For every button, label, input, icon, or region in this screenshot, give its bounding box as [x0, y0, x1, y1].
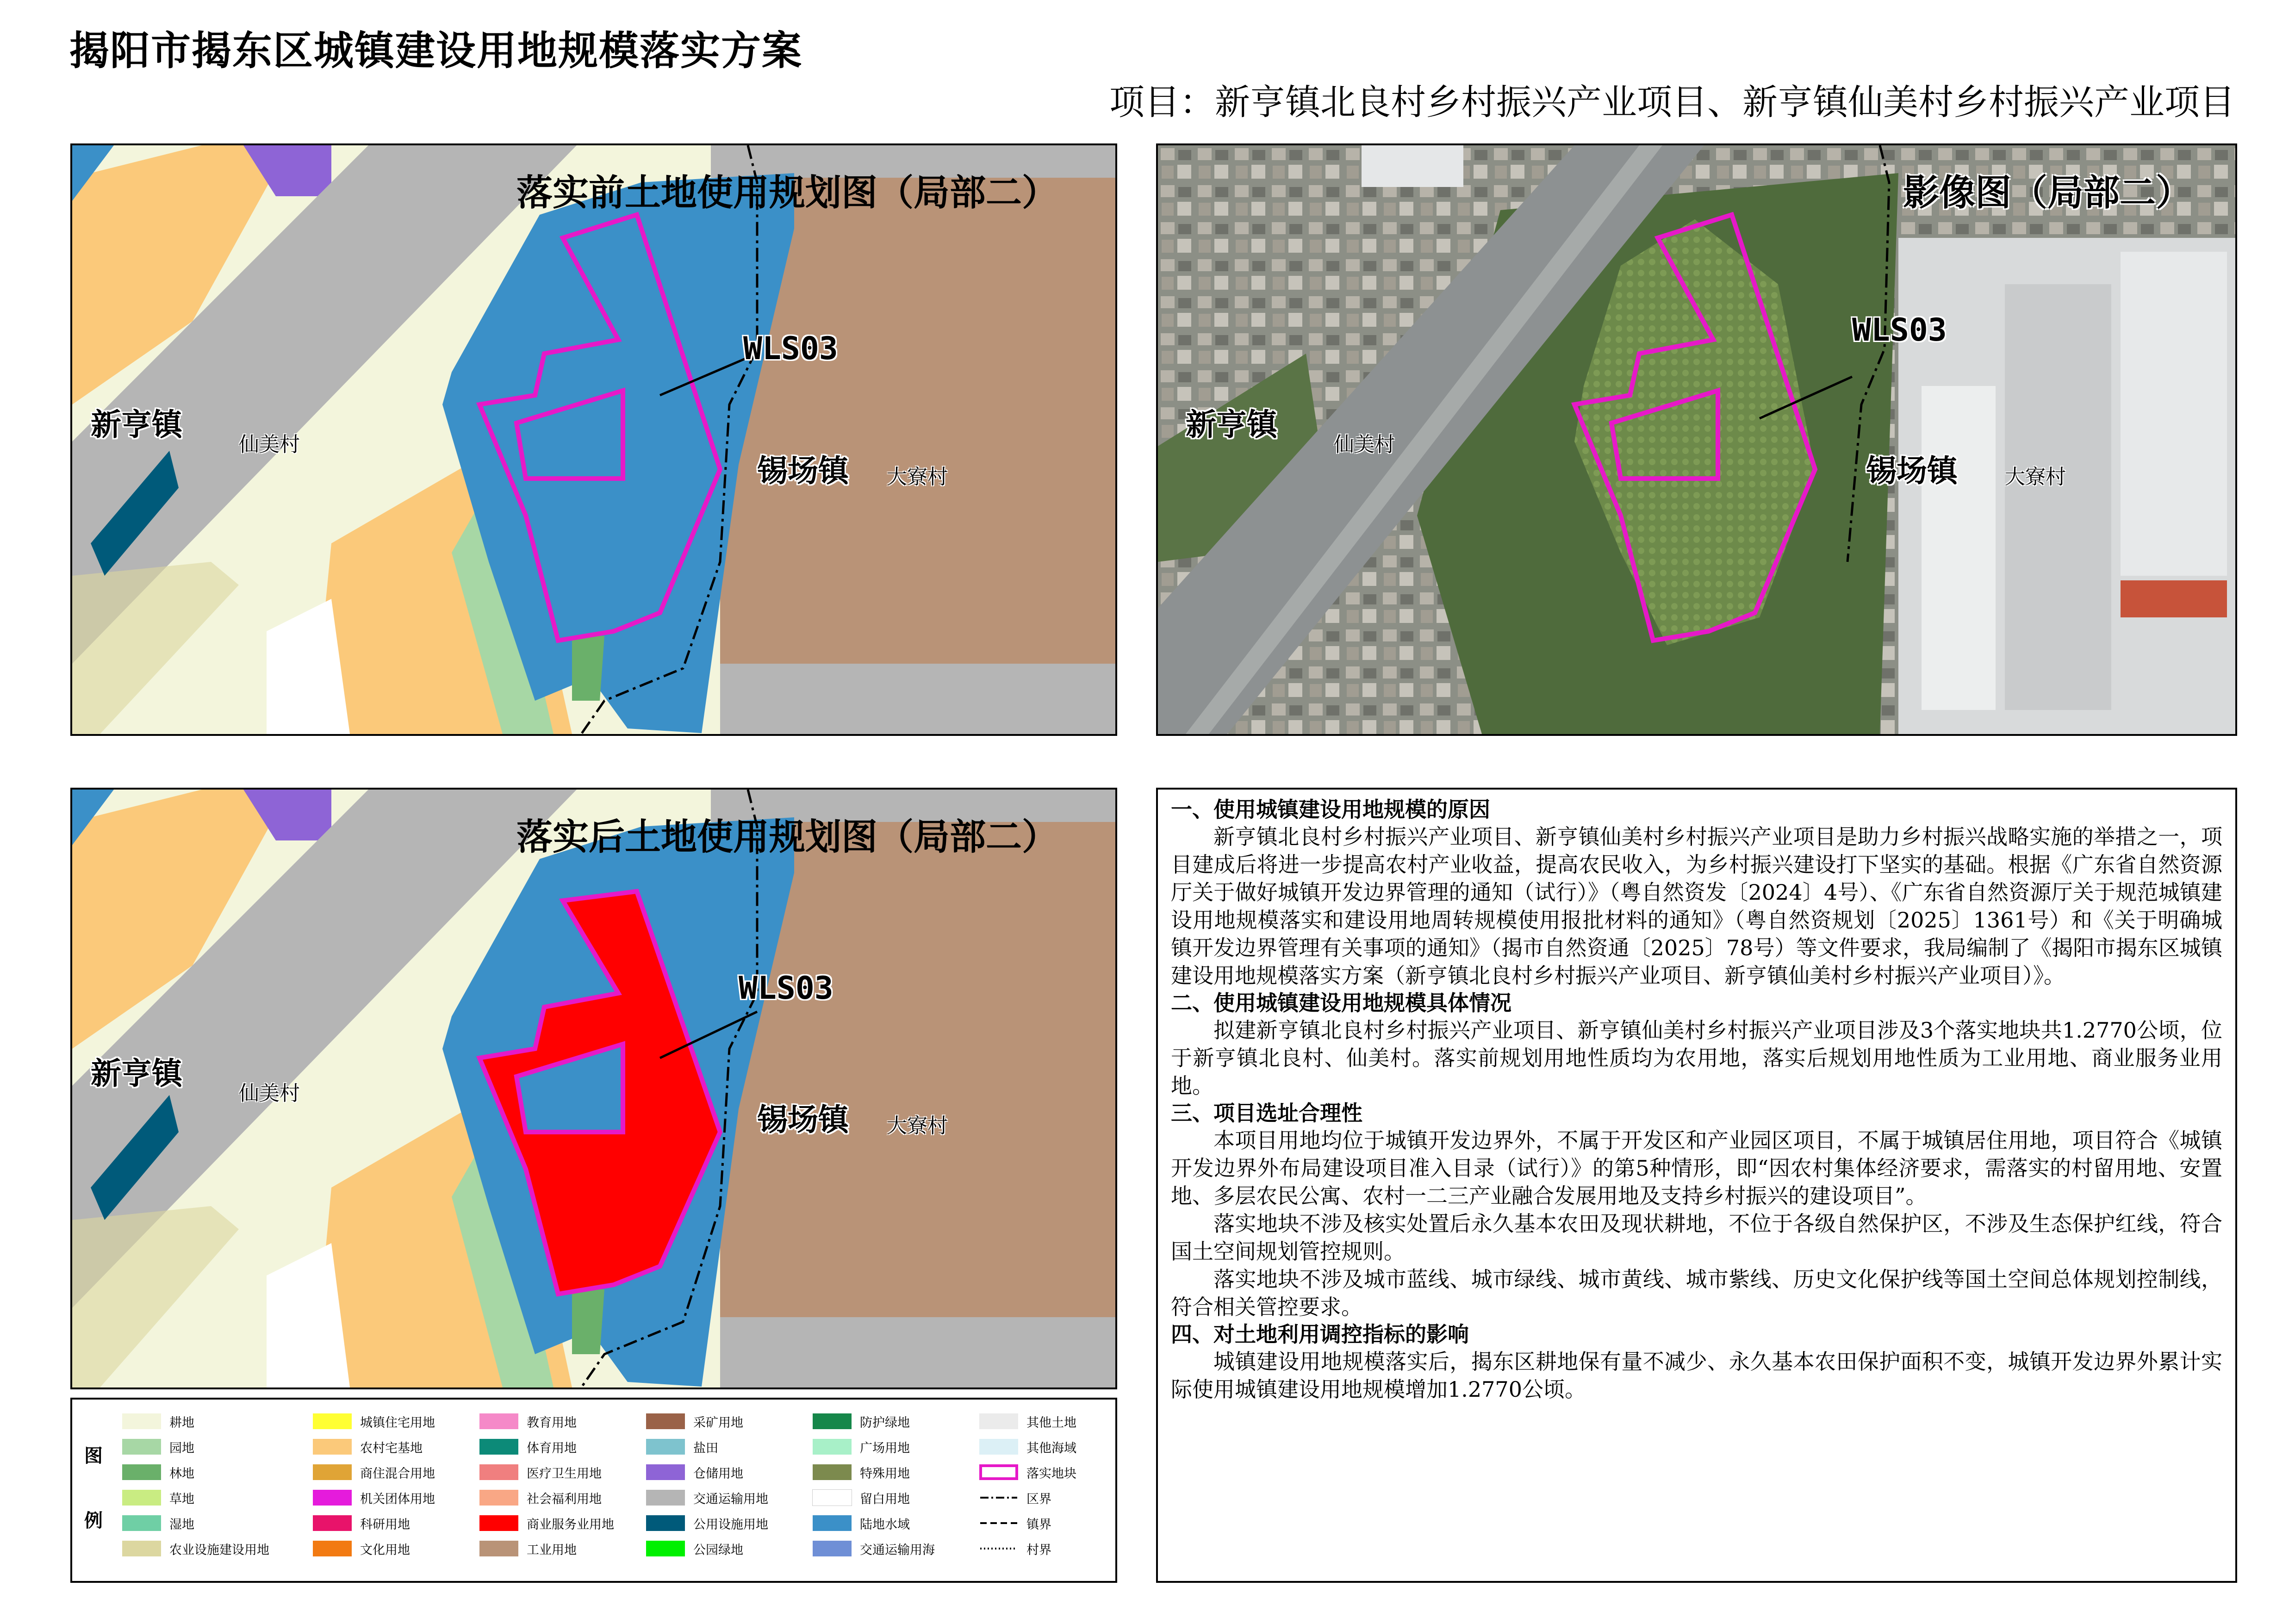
- legend-item: [313, 1490, 435, 1506]
- legend-label: 公用设施用地: [693, 1517, 768, 1532]
- legend-swatch: [813, 1439, 852, 1455]
- legend-item: [479, 1490, 602, 1506]
- legend-label: 特殊用地: [860, 1466, 910, 1481]
- legend-item: [813, 1515, 910, 1531]
- legend-swatch: [122, 1515, 161, 1531]
- legend-label: 教育用地: [527, 1415, 577, 1430]
- legend-label: 社会福利用地: [527, 1492, 602, 1506]
- imagery-graphic: [1158, 145, 2235, 734]
- before-map-title: 落实前土地使用规划图（局部二）: [516, 172, 1058, 214]
- legend-label: 体育用地: [527, 1441, 577, 1456]
- after-town-right: 锡场镇: [757, 1101, 849, 1138]
- legend-label: 镇界: [1026, 1517, 1051, 1532]
- factory-roof-3: [2121, 252, 2227, 576]
- legend-label: 区界: [1026, 1492, 1051, 1506]
- legend-label: 湿地: [169, 1517, 194, 1532]
- legend-item: [313, 1413, 435, 1429]
- before-village-left: 仙美村: [239, 433, 300, 456]
- legend-item: [313, 1464, 435, 1480]
- legend-label: 采矿用地: [693, 1415, 743, 1430]
- legend-swatch: [646, 1464, 685, 1480]
- explanation-panel: [1156, 788, 2237, 1583]
- legend-item: [479, 1515, 614, 1531]
- legend-item: [313, 1515, 410, 1531]
- forest-patch: [572, 1289, 604, 1354]
- legend-label: 草地: [169, 1492, 194, 1506]
- legend-item: [122, 1464, 194, 1480]
- legend-item: [813, 1413, 910, 1429]
- imagery-village-left: 仙美村: [1334, 433, 1395, 456]
- legend-swatch: [646, 1490, 685, 1506]
- legend-item: [646, 1541, 743, 1556]
- section-3-body-1: 本项目用地均位于城镇开发边界外，不属于开发区和产业园区项目，不属于城镇居住用地，项目符合《城镇开发边界外布局建设项目准入目录（试行）》的第5种情形，即“因农村集体经济要求，需落实的村留用地、安置地、多层农民公寓、农村一二三产业融合发展用地及支持乡村振兴的建设项目”。: [1171, 1128, 2222, 1208]
- legend-item: [646, 1490, 768, 1506]
- legend-label: 文化用地: [360, 1543, 410, 1557]
- legend-label: 林地: [169, 1466, 194, 1481]
- legend-label: 耕地: [169, 1415, 194, 1430]
- before-town-left: 新亨镇: [91, 406, 182, 442]
- legend-label: 园地: [169, 1441, 194, 1456]
- before-town-right: 锡场镇: [757, 453, 849, 489]
- legend-item: [646, 1464, 743, 1480]
- legend-label: 公园绿地: [693, 1543, 743, 1557]
- legend-label: 村界: [1026, 1543, 1051, 1557]
- legend-label: 农业设施建设用地: [169, 1543, 269, 1557]
- legend-item: [479, 1439, 577, 1455]
- legend-label: 交通运输用海: [860, 1543, 935, 1557]
- legend-label: 医疗卫生用地: [527, 1466, 602, 1481]
- legend-item: [813, 1541, 935, 1556]
- legend-label: 广场用地: [860, 1441, 910, 1456]
- imagery-village-right: 大寮村: [2005, 465, 2066, 489]
- after-site-code: WLS03: [739, 970, 833, 1007]
- after-map-graphic: [72, 790, 1115, 1388]
- legend-swatch: [479, 1515, 518, 1531]
- legend-swatch: [646, 1413, 685, 1429]
- legend-swatch: [313, 1439, 352, 1455]
- section-2-body: 拟建新亨镇北良村乡村振兴产业项目、新亨镇仙美村乡村振兴产业项目涉及3个落实地块共1.2770公顷，位于新亨镇北良村、仙美村。落实前规划用地性质均为农用地，落实后规划用地性质为工业用地、商业服务业用地。: [1171, 1018, 2222, 1098]
- before-map-graphic: [72, 145, 1115, 734]
- legend-label: 商住混合用地: [360, 1466, 435, 1481]
- section-3-body-3: 落实地块不涉及城市蓝线、城市绿线、城市黄线、城市紫线、历史文化保护线等国土空间总体规划控制线，符合相关管控要求。: [1171, 1267, 2222, 1319]
- legend-item: [313, 1439, 423, 1455]
- legend-item: [813, 1464, 910, 1480]
- grey-road-right: [720, 664, 1115, 734]
- forest-patch: [572, 636, 604, 701]
- legend-swatch: [813, 1541, 852, 1556]
- legend-swatch: [813, 1515, 852, 1531]
- section-4-body: 城镇建设用地规模落实后，揭东区耕地保有量不减少、永久基本农田保护面积不变，城镇开发边界外累计实际使用城镇建设用地规模增加1.2770公顷。: [1171, 1349, 2222, 1402]
- legend-swatch: [813, 1490, 852, 1506]
- imagery-panel[interactable]: [1156, 143, 2237, 736]
- legend-swatch: [479, 1490, 518, 1506]
- legend-item: [979, 1439, 1076, 1455]
- after-village-right: 大寮村: [887, 1114, 948, 1138]
- legend-item: [979, 1490, 1051, 1506]
- factory-top: [1362, 145, 1463, 187]
- legend-swatch: [813, 1413, 852, 1429]
- legend-swatch: [122, 1541, 161, 1556]
- legend-swatch: [479, 1439, 518, 1455]
- factory-roof-1: [1922, 386, 1996, 710]
- legend-item: [122, 1515, 194, 1531]
- legend-label: 农村宅基地: [360, 1441, 423, 1456]
- legend-swatch: [122, 1464, 161, 1480]
- legend-swatch: [313, 1413, 352, 1429]
- imagery-site-code: WLS03: [1852, 312, 1947, 348]
- road-tan: [72, 1206, 239, 1388]
- section-4-title: 四、对土地利用调控指标的影响: [1171, 1322, 1469, 1347]
- legend-item: [979, 1515, 1051, 1531]
- legend-swatch: [479, 1541, 518, 1556]
- factory-roof-2: [2005, 284, 2111, 710]
- legend-side-top: 图: [84, 1445, 103, 1467]
- legend-item: [122, 1413, 194, 1429]
- section-3-title: 三、项目选址合理性: [1171, 1101, 1362, 1126]
- project-subtitle: 项目：新亨镇北良村乡村振兴产业项目、新亨镇仙美村乡村振兴产业项目: [1109, 81, 2235, 123]
- legend-item: [122, 1490, 194, 1506]
- legend-swatch: [979, 1439, 1018, 1455]
- legend-item: [479, 1413, 577, 1429]
- section-1-title: 一、使用城镇建设用地规模的原因: [1171, 797, 1490, 822]
- legend-item: [979, 1464, 1076, 1480]
- legend-line-swatch: [979, 1515, 1018, 1531]
- legend-swatch: [979, 1464, 1018, 1480]
- imagery-town-left: 新亨镇: [1186, 406, 1277, 442]
- after-town-left: 新亨镇: [91, 1055, 182, 1091]
- after-village-left: 仙美村: [239, 1082, 300, 1105]
- legend-side-bottom: 例: [84, 1510, 103, 1531]
- legend-label: 陆地水域: [860, 1517, 910, 1532]
- page-title: 揭阳市揭东区城镇建设用地规模落实方案: [69, 27, 802, 74]
- legend-item: [646, 1413, 743, 1429]
- legend-label: 留白用地: [860, 1492, 910, 1506]
- road-tan: [72, 562, 239, 734]
- legend-item: [646, 1515, 768, 1531]
- legend-swatch: [479, 1413, 518, 1429]
- imagery-town-right: 锡场镇: [1866, 453, 1958, 489]
- legend-swatch: [646, 1439, 685, 1455]
- legend-swatch: [122, 1439, 161, 1455]
- legend-label: 落实地块: [1026, 1466, 1076, 1481]
- legend-label: 商业服务业用地: [527, 1517, 614, 1532]
- legend-item: [313, 1541, 410, 1556]
- legend-swatch: [313, 1464, 352, 1480]
- legend-label: 防护绿地: [860, 1415, 910, 1430]
- legend-label: 盐田: [693, 1441, 718, 1456]
- legend-line-swatch: [979, 1541, 1018, 1556]
- legend-line-swatch: [979, 1490, 1018, 1506]
- legend-item: [479, 1541, 577, 1556]
- legend-swatch: [313, 1541, 352, 1556]
- legend-label: 科研用地: [360, 1517, 410, 1532]
- legend-label: 其他土地: [1026, 1415, 1076, 1430]
- legend-item: [979, 1541, 1051, 1556]
- before-site-code: WLS03: [743, 330, 838, 367]
- legend-item: [122, 1541, 269, 1556]
- after-map-title: 落实后土地使用规划图（局部二）: [516, 816, 1058, 858]
- legend-swatch: [646, 1515, 685, 1531]
- legend-label: 城镇住宅用地: [360, 1415, 435, 1430]
- legend-item: [646, 1439, 718, 1455]
- red-roof: [2121, 580, 2227, 617]
- legend-label: 交通运输用地: [693, 1492, 768, 1506]
- legend-item: [813, 1439, 910, 1455]
- legend-item: [979, 1413, 1076, 1429]
- legend-label: 工业用地: [527, 1543, 577, 1557]
- legend-label: 机关团体用地: [360, 1492, 435, 1506]
- legend-label: 仓储用地: [693, 1466, 743, 1481]
- legend-swatch: [813, 1464, 852, 1480]
- after-map-panel[interactable]: [70, 788, 1117, 1389]
- legend-swatch: [479, 1464, 518, 1480]
- grey-road-right: [720, 1317, 1115, 1388]
- legend-item: [122, 1439, 194, 1455]
- legend-swatch: [122, 1490, 161, 1506]
- legend-swatch: [979, 1413, 1018, 1429]
- legend-label: 其他海域: [1026, 1441, 1076, 1456]
- section-2-title: 二、使用城镇建设用地规模具体情况: [1171, 990, 1511, 1015]
- legend-swatch: [646, 1541, 685, 1556]
- section-1-body: 新亨镇北良村乡村振兴产业项目、新亨镇仙美村乡村振兴产业项目是助力乡村振兴战略实施的举措之一，项目建成后将进一步提高农村产业收益，提高农民收入，为乡村振兴建设打下坚实的基础。根据《广东省自然资源厅关于做好城镇开发边界管理的通知（试行）》（粤自然资发〔2024〕4号）、《广东省自然资源厅关于规范城镇建设用地规模落实和建设用地周转规模使用报批材料的通知》（粤自然资规划〔2025〕1361号）和《关于明确城镇开发边界管理有关事项的通知》（揭市自然资通〔2025〕78号）等文件要求，我局编制了《揭阳市揭东区城镇建设用地规模落实方案（新亨镇北良村乡村振兴产业项目、新亨镇仙美村乡村振兴产业项目）》。: [1171, 824, 2222, 988]
- map-legend: [70, 1398, 1117, 1583]
- section-3-body-2: 落实地块不涉及核实处置后永久基本农田及现状耕地，不位于各级自然保护区，不涉及生态保护红线，符合国土空间规划管控规则。: [1171, 1211, 2222, 1264]
- legend-item: [479, 1464, 602, 1480]
- before-village-right: 大寮村: [887, 465, 948, 489]
- imagery-title: 影像图（局部二）: [1903, 172, 2192, 214]
- legend-swatch: [313, 1490, 352, 1506]
- legend-swatch: [122, 1413, 161, 1429]
- legend-item: [813, 1490, 910, 1506]
- legend-swatch: [313, 1515, 352, 1531]
- before-map-panel[interactable]: [70, 143, 1117, 736]
